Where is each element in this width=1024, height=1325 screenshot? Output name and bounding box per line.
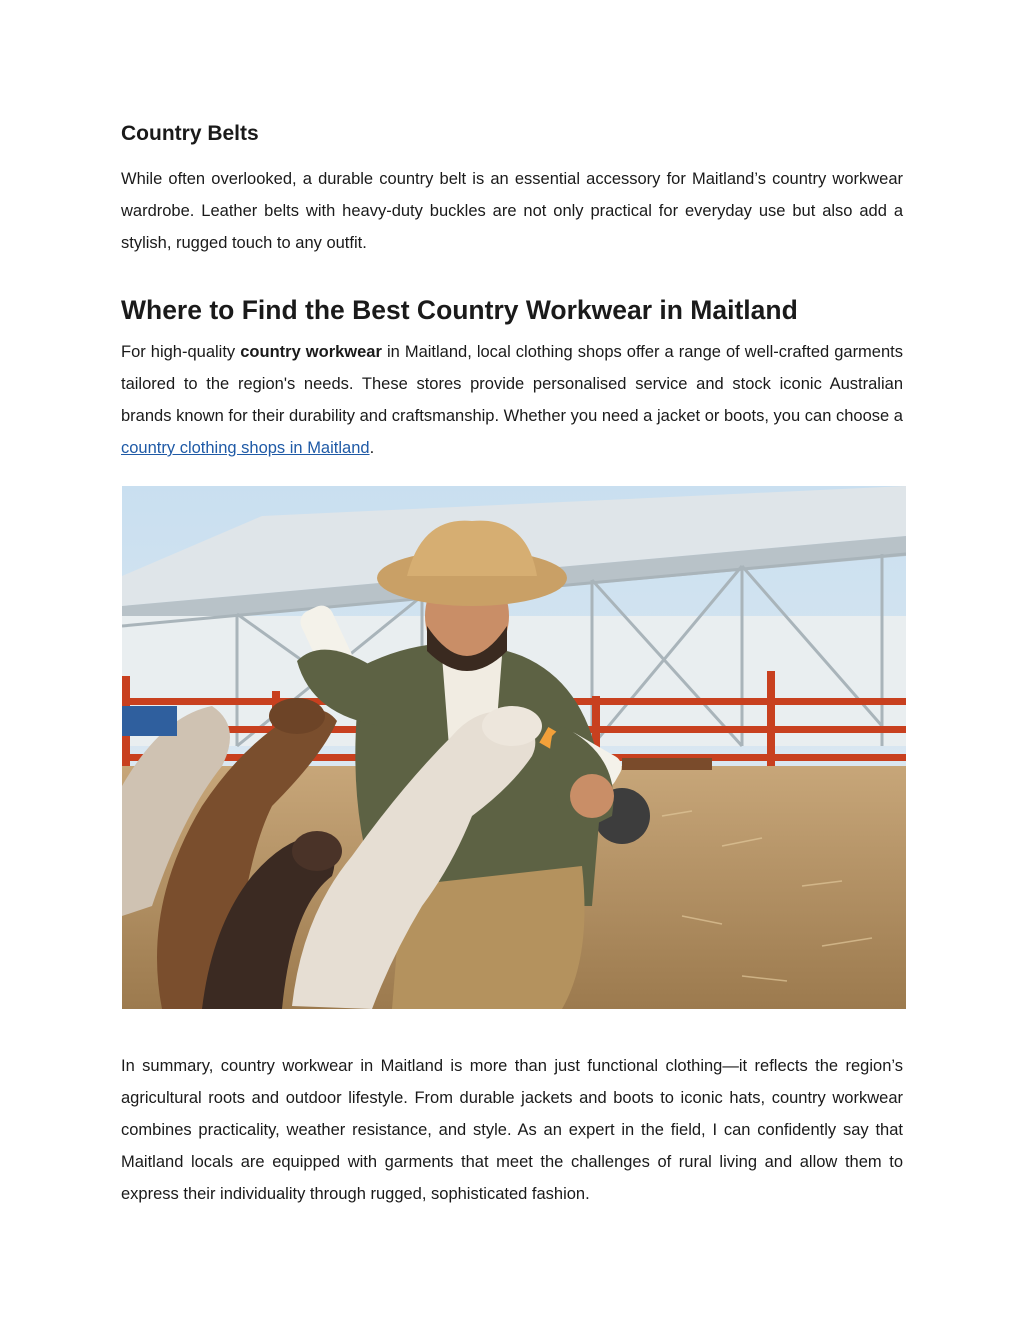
section-heading-where-to-find: Where to Find the Best Country Workwear in Maitland <box>121 295 798 325</box>
bold-keyword: country workwear <box>240 343 382 361</box>
summary-paragraph: In summary, country workwear in Maitland is more than just functional clothing—it reflects the region’s agricultural roots and outdoor lifestyle. From durable jackets and boots to iconic hats, country workwear combines practicality, weather resistance, and style. As an expert in the field, I can confidently say that Maitland locals are equipped with garments that meet the challenges of rural living and allow them to express their individuality through rugged, sophisticated fashion. <box>121 1057 903 1203</box>
country-clothing-shops-link[interactable]: country clothing shops in Maitland <box>121 439 370 457</box>
section-heading-country-belts: Country Belts <box>121 122 259 145</box>
paragraph-text-start: For high-quality <box>121 343 241 361</box>
paragraph-text-middle: in Maitland, local clothing shops offer a range of well-crafted garments tailored to the region's needs. These stores provide personalised service and stock iconic Australian brands known for their durability and craftsmanship. Whether you need a jacket or boots, you can choose a <box>121 343 903 425</box>
photo-man-feeding-goats <box>122 486 906 1009</box>
country-belts-paragraph: While often overlooked, a durable country belt is an essential accessory for Maitland’s country workwear wardrobe. Leather belts with heavy-duty buckles are not only practical for everyday use but also add a stylish, rugged touch to any outfit. <box>121 170 903 252</box>
paragraph-text-end: . <box>369 439 375 457</box>
where-to-find-paragraph <box>121 336 903 464</box>
